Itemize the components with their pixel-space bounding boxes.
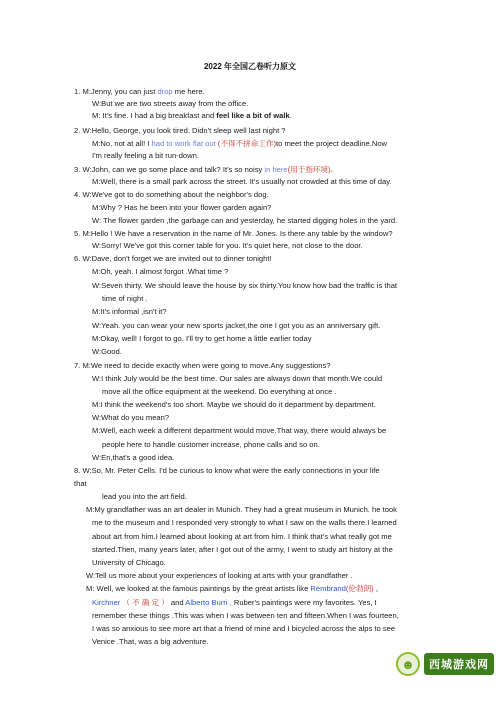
highlighted-phrase: (用于指环境) [287, 165, 331, 174]
line-text: W: The flower garden ,the garbage can and yesterday, he started digging holes in the yard. [92, 216, 398, 225]
transcript-line [86, 505, 397, 515]
line-text: I'm really feeling a bit run-down. [92, 151, 199, 160]
line-text: 2. W:Hello, George, you look tired. Didn't sleep well last night ? [74, 126, 286, 135]
transcript-line [74, 254, 272, 264]
line-text: 4. W:We've got to do something about the neighbor's dog. [74, 190, 269, 199]
line-text: remember these things .This was when I was between ten and fifteen.When I was fourteen, [92, 611, 399, 620]
transcript-line [92, 347, 122, 357]
logo-text: 西城游戏网 [424, 653, 494, 675]
transcript-line [74, 479, 87, 489]
highlighted-phrase: had to work flat out [151, 139, 216, 148]
transcript-line [74, 87, 205, 97]
line-text: that [74, 479, 87, 488]
transcript-line [74, 126, 286, 136]
transcript-line [92, 453, 174, 463]
transcript-line [92, 545, 393, 555]
transcript-line [92, 624, 395, 634]
transcript-line [92, 139, 387, 149]
line-text: 3. W:John, can we go some place and talk? It's so noisy [74, 165, 265, 174]
transcript-line [92, 611, 399, 621]
line-text: W:En,that's a good idea. [92, 453, 175, 462]
highlighted-phrase: Alberto Burri [185, 598, 228, 607]
highlighted-phrase: （ 不 确 定 ） [120, 598, 171, 607]
line-text: W:Sorry! We've got this corner table for you. It's quiet here, not close to the door. [92, 241, 363, 250]
site-watermark-logo [396, 651, 496, 677]
highlighted-phrase: (不得不拼命工作) [215, 139, 277, 148]
line-text: W:Tell us more about your experiences of looking at arts with your grandfather . [86, 571, 353, 580]
line-text: , [373, 584, 378, 593]
transcript-line [92, 426, 386, 436]
highlighted-phrase: (伦勃朗) [345, 584, 374, 593]
transcript-line [74, 361, 331, 371]
line-text: and [170, 598, 186, 607]
transcript-line [92, 307, 167, 317]
transcript-line [92, 177, 392, 187]
transcript-line [74, 190, 269, 200]
line-text: M:I think the weekend's too short. Maybe we should do it department by department. [92, 400, 376, 409]
transcript-line [102, 294, 148, 304]
line-text: 1. M:Jenny, you can just [74, 87, 158, 96]
line-text: me to the museum and I responded very strongly to what I saw on the walls there.I learned [92, 518, 397, 527]
line-text: 8. W:So, Mr. Peter Cells. I'd be curious to know what were the early connections in your life [74, 466, 380, 475]
line-text: W:But we are two streets away from the office. [92, 99, 249, 108]
transcript-line [92, 281, 397, 291]
transcript-line [74, 229, 393, 239]
transcript-line [86, 584, 378, 594]
transcript-line [92, 400, 376, 410]
line-text: about art from him.I learned about looking at art from him. I think that's what really got me [92, 532, 392, 541]
transcript-line [92, 111, 292, 121]
transcript-line [102, 492, 187, 502]
line-text: . [330, 165, 333, 174]
transcript-line [92, 637, 209, 647]
line-text: lead you into the art field. [102, 492, 187, 501]
transcript-line [86, 571, 353, 581]
highlighted-phrase: Kirchner [92, 598, 121, 607]
transcript-line [92, 334, 312, 344]
line-text: M:Well, each week a different department would move.That way, there would always be [92, 426, 387, 435]
transcript-line [92, 203, 271, 213]
line-text: M: It's fine. I had a big breakfast and [92, 111, 217, 120]
line-text: . [289, 111, 292, 120]
line-text: move all the office equipment at the weekend. Do everything at once . [102, 387, 337, 396]
line-text: Venice .That, was a big adventure. [92, 637, 209, 646]
line-text: I was so anxious to see more art that a friend of mine and I bicycled across the alps to see [92, 624, 396, 633]
line-text: M:Oh, yeah. I almost forgot .What time ? [92, 267, 229, 276]
line-text: W:Good. [92, 347, 122, 356]
transcript-line [92, 216, 397, 226]
highlighted-phrase: feel like a bit of walk [216, 111, 290, 120]
line-text: M:Well, there is a small park across the street. It's usually not crowded at this time of day. [92, 177, 392, 186]
line-text: people here to handle customer increase, phone calls and so on. [102, 440, 320, 449]
transcript-line [92, 99, 248, 109]
transcript-line [92, 374, 382, 384]
transcript-line [92, 532, 392, 542]
line-text: to meet the project deadline.Now [276, 139, 388, 148]
line-text: M:No, not at all! I [92, 139, 152, 148]
transcript-line [74, 165, 333, 175]
transcript-line [92, 598, 377, 608]
highlighted-phrase: drop [157, 87, 173, 96]
transcript-line [92, 518, 397, 528]
line-text: M:Okay, well! I forgot to go. I'll try to get home a little earlier today [92, 334, 312, 343]
transcript-line [92, 241, 363, 251]
transcript-line [92, 321, 380, 331]
line-text: W:I think July would be the best time. Our sales are always down that month.We could [92, 374, 383, 383]
line-text: University of Chicago. [92, 558, 166, 567]
line-text: W:Seven thirty. We should leave the house by six thirty.You know how bad the traffic is that [92, 281, 398, 290]
line-text: me here. [172, 87, 205, 96]
line-text: 7. M:We need to decide exactly when were going to move.Any suggestions? [74, 361, 331, 370]
transcript-line [92, 558, 166, 568]
transcript-line [102, 440, 320, 450]
line-text: M:My grandfather was an art dealer in Munich. They had a great museum in Munich. he took [86, 505, 397, 514]
line-text: . Ruber's paintings were my favorites. Yes, I [227, 598, 377, 607]
mascot-icon: ☻ [396, 652, 420, 676]
line-text: time of night . [102, 294, 148, 303]
line-text: W:What do you mean? [92, 413, 170, 422]
line-text: M:Why ? Has he been into your flower garden again? [92, 203, 272, 212]
line-text: 5. M:Hello ! We have a reservation in the name of Mr. Jones. Is there any table by the window? [74, 229, 393, 238]
transcript-line [92, 151, 199, 161]
highlighted-phrase: Rembrand [310, 584, 346, 593]
transcript-line [92, 413, 169, 423]
line-text: 6. W:Dave, don't forget we are invited out to dinner tonight! [74, 254, 272, 263]
highlighted-phrase: in here [264, 165, 288, 174]
line-text: W:Yeah. you can wear your new sports jacket,the one I got you as an anniversary gift. [92, 321, 381, 330]
line-text: M: Well, we looked at the famous paintings by the great artists like [86, 584, 311, 593]
line-text: started.Then, many years later, after I got out of the army, I went to study art history at the [92, 545, 393, 554]
page-title: 2022 年全国乙卷听力原文 [203, 62, 297, 71]
transcript-line [74, 466, 380, 476]
transcript-line [102, 387, 337, 397]
transcript-line [92, 267, 228, 277]
line-text: M:It's informal ,isn't it? [92, 307, 167, 316]
